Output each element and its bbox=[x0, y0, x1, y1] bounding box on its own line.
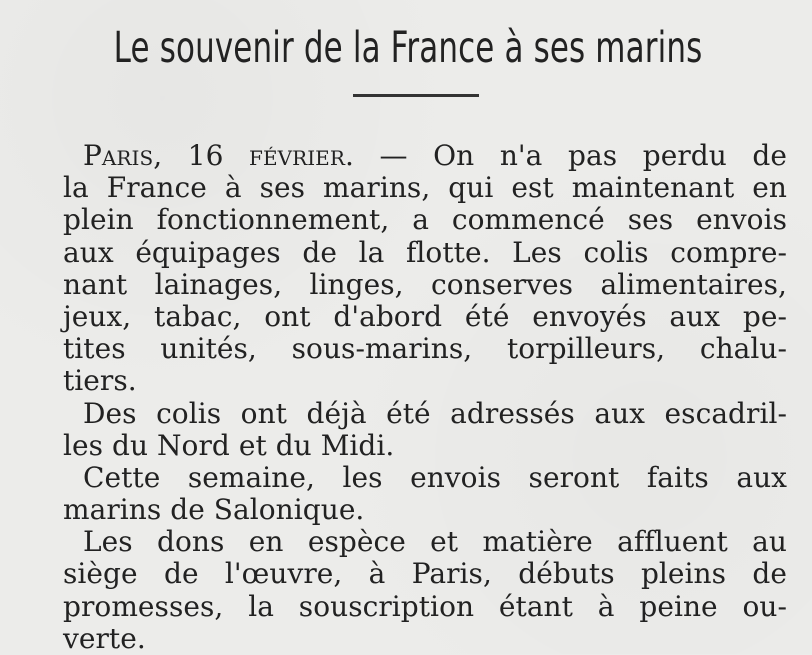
article-line-4: aux équipages de la flotte. Les colis compre- bbox=[63, 235, 787, 269]
article-line-3: plein fonctionnement, a commencé ses envois bbox=[63, 203, 787, 237]
article-line-15: promesses, la souscription étant à peine ou- bbox=[63, 589, 787, 623]
article-line-1-text: — On n'a pas perdu de bbox=[379, 139, 787, 172]
article-line-6: jeux, tabac, ont d'abord été envoyés aux pe- bbox=[63, 299, 787, 333]
article-line-14: siège de l'œuvre, à Paris, débuts pleins de bbox=[63, 557, 787, 591]
dateline: Paris, 16 février. bbox=[83, 139, 354, 172]
headline: Le souvenir de la France à ses marins bbox=[113, 23, 703, 73]
article-line-2: la France à ses marins, qui est maintenant en bbox=[63, 171, 787, 205]
article-line-9: Des colis ont déjà été adressés aux escadril- bbox=[83, 396, 787, 430]
article-line-13: Les dons en espèce et matière affluent au bbox=[83, 525, 787, 559]
article-line-5: nant lainages, linges, conserves alimentaires, bbox=[63, 267, 787, 301]
headline-divider bbox=[353, 94, 479, 97]
article-line-12: marins de Salonique. bbox=[63, 493, 365, 527]
article-line-1 bbox=[63, 140, 787, 172]
article-body bbox=[63, 140, 787, 655]
article-line-11: Cette semaine, les envois seront faits aux bbox=[83, 460, 787, 494]
article-line-10: les du Nord et du Midi. bbox=[63, 428, 395, 462]
article-line-16: verte. bbox=[63, 621, 146, 655]
article-line-7: tites unités, sous-marins, torpilleurs, chalu- bbox=[63, 332, 787, 366]
article-line-8: tiers. bbox=[63, 364, 137, 398]
